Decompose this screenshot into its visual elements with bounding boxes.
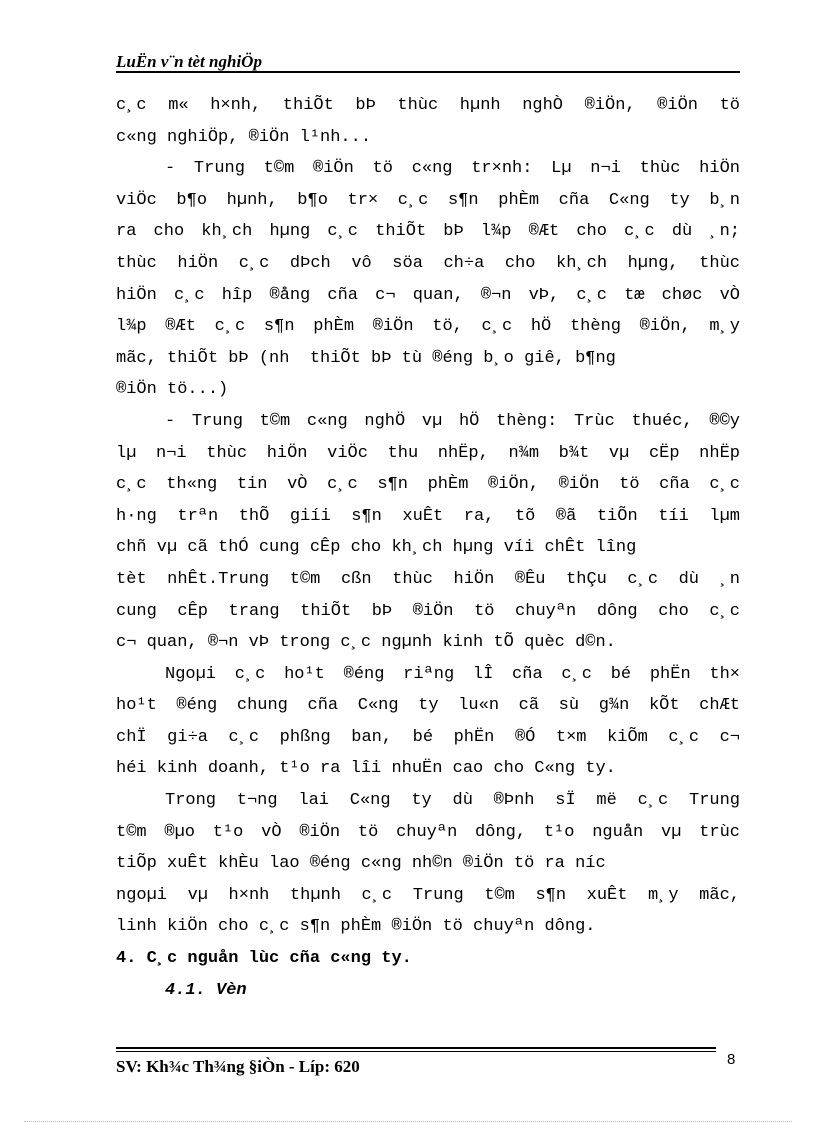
text-line: hiÖn c¸c hîp ®ång cña c¬ quan, ®¬n vÞ, c¸c tæ chøc vÒ (116, 285, 740, 305)
footer-text: SV: Kh¾c Th¾ng §iÒn - Líp: 620 (116, 1057, 360, 1076)
header-rule (116, 71, 740, 73)
header-title: LuËn v¨n tèt nghiÖp (116, 52, 262, 71)
text-line: cung cÊp trang thiÕt bÞ ®iÖn tö chuyªn dông cho c¸c (116, 601, 740, 621)
text-line: t©m ®µo t¹o vÒ ®iÖn tö chuyªn dông, t¹o nguån vµ trùc (116, 822, 740, 842)
text-line: h·ng trªn thÕ giíi s¶n xuÊt ra, tõ ®ã tiÕn tíi lµm (116, 506, 740, 526)
text-line: héi kinh doanh, t¹o ra lîi nhuËn cao cho C«ng ty. (116, 759, 616, 779)
page-border (24, 1121, 792, 1122)
text-line: ra cho kh¸ch hµng c¸c thiÕt bÞ l¾p ®Æt cho c¸c dù ¸n; (116, 222, 740, 242)
text-line: Trong t¬ng lai C«ng ty dù ®Þnh sÏ më c¸c Trung (165, 791, 740, 811)
text-line: c¸c m« h×nh, thiÕt bÞ thùc hµnh nghÒ ®iÖn, ®iÖn tö (116, 96, 740, 115)
text-line: ®iÖn tö...) (116, 380, 229, 400)
text-line: c«ng nghiÖp, ®iÖn l¹nh... (116, 127, 372, 147)
text-line: tiÕp xuÊt khÈu lao ®éng c«ng nh©n ®iÖn tö ra níc (116, 854, 606, 874)
text-line: viÖc b¶o hµnh, b¶o tr× c¸c s¶n phÈm cña C«ng ty b¸n (116, 190, 740, 210)
text-line: c¬ quan, ®¬n vÞ trong c¸c ngµnh kinh tÕ quèc d©n. (116, 633, 616, 653)
text-line: linh kiÖn cho c¸c s¶n phÈm ®iÖn tö chuyªn dông. (116, 917, 596, 937)
text-line: lµ n¬i thùc hiÖn viÖc thu nhËp, n¾m b¾t vµ cËp nhËp (116, 443, 740, 463)
text-line: tèt nhÊt.Trung t©m cßn thùc hiÖn ®Êu thÇu c¸c dù ¸n (116, 569, 740, 589)
footer-rule (116, 1047, 716, 1049)
text-line: thùc hiÖn c¸c dÞch vô söa ch÷a cho kh¸ch hµng, thùc (116, 253, 740, 273)
text-line: - Trung t©m c«ng nghÖ vµ hÖ thèng: Trùc thuéc, ®©y (165, 411, 740, 431)
footer-rule (116, 1051, 716, 1052)
page-number: 8 (727, 1051, 736, 1068)
text-line: ngoµi vµ h×nh thµnh c¸c Trung t©m s¶n xuÊt m¸y mãc, (116, 885, 740, 905)
text-line: c¸c th«ng tin vÒ c¸c s¶n phÈm ®iÖn, ®iÖn tö cña c¸c (116, 475, 740, 495)
text-line: chñ vµ cã thÓ cung cÊp cho kh¸ch hµng víi chÊt lîng (116, 538, 637, 558)
text-line: l¾p ®Æt c¸c s¶n phÈm ®iÖn tö, c¸c hÖ thèng ®iÖn, m¸y (116, 317, 740, 337)
section-heading: 4. C¸c nguån lùc cña c«ng ty. (116, 949, 412, 969)
text-line: - Trung t©m ®iÖn tö c«ng tr×nh: Lµ n¬i thùc hiÖn (165, 159, 740, 179)
text-line: mãc, thiÕt bÞ (nh thiÕt bÞ tù ®éng b¸o giê, b¶ng (116, 348, 616, 368)
document-body (116, 90, 740, 1006)
subsection-heading: 4.1. Vèn (165, 980, 247, 1000)
text-line: Ngoµi c¸c ho¹t ®éng riªng lÎ cña c¸c bé phËn th× (165, 664, 740, 684)
text-line: ho¹t ®éng chung cña C«ng ty lu«n cã sù g¾n kÕt chÆt (116, 696, 740, 716)
text-line: chÏ gi÷a c¸c phßng ban, bé phËn ®Ó t×m kiÕm c¸c c¬ (116, 727, 740, 747)
